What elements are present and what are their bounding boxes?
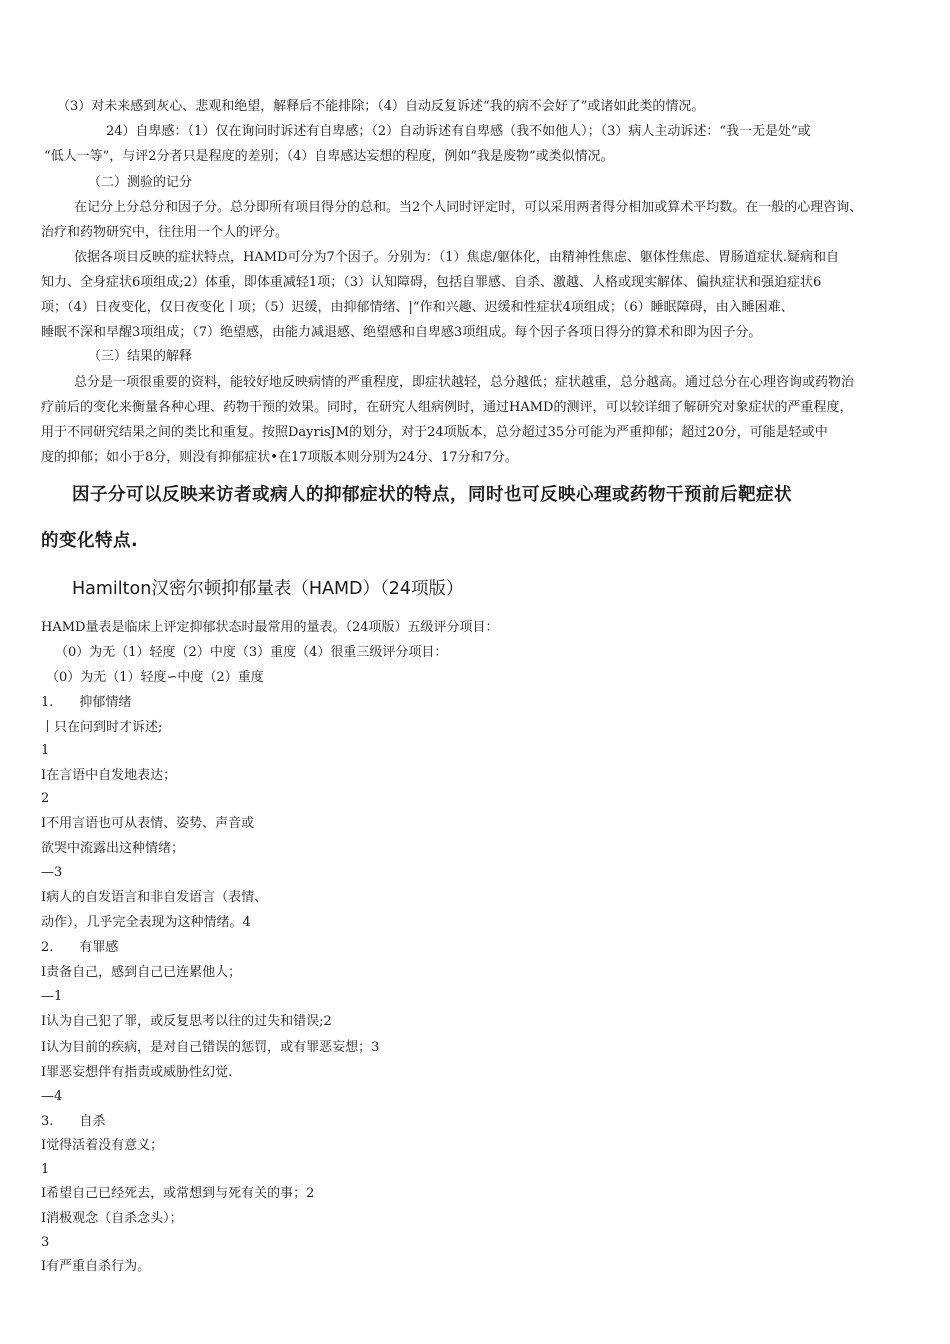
paragraph-line: 24）自卑感：（1）仅在询问时诉述有自卑感；（2）自动诉述有自卑感（我不如他人）；（3）病人主动诉述：“我一无是处”或 — [106, 124, 811, 139]
item-score: 2 — [41, 791, 50, 806]
item-criterion: 丨只在问到时才诉述; — [41, 720, 163, 735]
item-score: 1 — [41, 1162, 50, 1177]
item-criterion: I罪恶妄想伴有指责或威胁性幻觉. — [41, 1065, 233, 1080]
paragraph-line: 项；（4）日夜变化，仅日夜变化丨项；（5）迟缓，由抑郁情绪、|“作和兴趣、迟缓和性症状4项组成；（6）睡眠障碍，由入睡困难、 — [41, 300, 794, 315]
paragraph-line: 总分是一项很重要的资料，能较好地反映病情的严重程度，即症状越轻，总分越低；症状越重，总分越高。通过总分在心理咨询或药物治 — [74, 375, 855, 390]
item-score: 1 — [41, 743, 50, 758]
item-score: —4 — [41, 1089, 63, 1104]
section-heading: （三）结果的解释 — [88, 349, 193, 364]
item-score: —1 — [41, 989, 63, 1004]
paragraph-line: “低人一等”，与评2分者只是程度的差别；（4）自卑感达妄想的程度，例如“我是废物”或类似情况。 — [44, 149, 614, 164]
item-criterion: I认为自己犯了罪，或反复思考以往的过失和错误;2 — [41, 1014, 332, 1029]
item-heading-guilt: 2. 有罪感 — [41, 940, 119, 955]
item-criterion: I不用言语也可从表情、姿势、声音或 — [41, 816, 255, 831]
paragraph-line: 疗前后的变化来衡量各种心理、药物干预的效果。同时，在研究人组病例时，通过HAMD的测评，可以较详细了解研究对象症状的严重程度， — [41, 400, 853, 415]
item-criterion: I觉得活着没有意义； — [41, 1138, 164, 1153]
scale-title: Hamilton汉密尔顿抑郁量表（HAMD）（24项版） — [72, 579, 464, 599]
item-criterion: I责备自己，感到自己已连累他人； — [41, 965, 242, 980]
highlight-line: 的变化特点. — [41, 531, 139, 551]
item-criterion: I有严重自杀行为。 — [41, 1259, 151, 1274]
section-heading: （二）测验的记分 — [88, 175, 193, 190]
item-criterion: I消极观念（自杀念头）； — [41, 1211, 183, 1226]
paragraph-line: （3）对未来感到灰心、悲观和绝望，解释后不能排除；（4）自动反复诉述“我的病不会好了”或诸如此类的情况。 — [57, 99, 705, 114]
paragraph-line: 度的抑郁；如小于8分，则没有抑郁症状•在17项版本则分别为24分、17分和7分。 — [41, 450, 518, 465]
paragraph-line: 依据各项目反映的症状特点，HAMD可分为7个因子。分别为：（1）焦虑/躯体化，由精神性焦虑、躯体性焦虑、胃肠道症状.疑病和自 — [74, 250, 840, 265]
paragraph-line: 在记分上分总分和因子分。总分即所有项目得分的总和。当2个人同时评定时，可以采用两者得分相加或算术平均数。在一般的心理咨询、 — [74, 200, 863, 215]
item-criterion: I认为目前的疾病，是对自己错误的惩罚，或有罪恶妄想；3 — [41, 1040, 380, 1055]
paragraph-line: 睡眠不深和早醒3项组成；（7）绝望感，由能力减退感、绝望感和自卑感3项组成。每个因子各项日得分的算术和即为因子分。 — [41, 325, 762, 340]
item-heading-depressed-mood: 1. 抑郁情绪 — [41, 695, 132, 710]
highlight-line: 因子分可以反映来访者或病人的抑郁症状的特点，同时也可反映心理或药物干预前后靶症状 — [72, 485, 792, 505]
item-criterion: I病人的自发语言和非自发语言（表情、 — [41, 890, 268, 905]
item-heading-suicide: 3. 自杀 — [41, 1114, 106, 1129]
item-criterion: 动作），几乎完全表现为这种情绪。4 — [41, 915, 251, 930]
paragraph-line: 治疗和药物研究中，往往用一个人的评分。 — [41, 225, 289, 240]
item-score: —3 — [41, 865, 63, 880]
item-criterion: 欲哭中流露出这种情绪； — [41, 841, 185, 856]
five-level-scoring: （0）为无（1）轻度（2）中度（3）重度（4）很重三级评分项目： — [55, 645, 448, 660]
item-score: 3 — [41, 1235, 50, 1250]
paragraph-line: 知力、全身症状6项组成;2）体重，即体重减轻1项；（3）认知障碍，包括自罪感、自杀、激越、人格或现实解体、偏执症状和强迫症状6 — [41, 275, 822, 290]
paragraph-line: 用于不同研究结果之间的类比和重复。按照DayrisJM的划分，对于24项版本，总分超过35分可能为严重抑郁；超过20分，可能是轻或中 — [41, 425, 828, 440]
three-level-scoring: （0）为无（1）轻度∽中度（2）重度 — [46, 670, 264, 685]
scale-intro: HAMD量表是临床上评定抑郁状态时最常用的量表。（24项版）五级评分项目： — [41, 620, 499, 635]
item-criterion: I在言语中自发地表达； — [41, 768, 177, 783]
item-criterion: I希望自己已经死去，或常想到与死有关的事；2 — [41, 1186, 315, 1201]
